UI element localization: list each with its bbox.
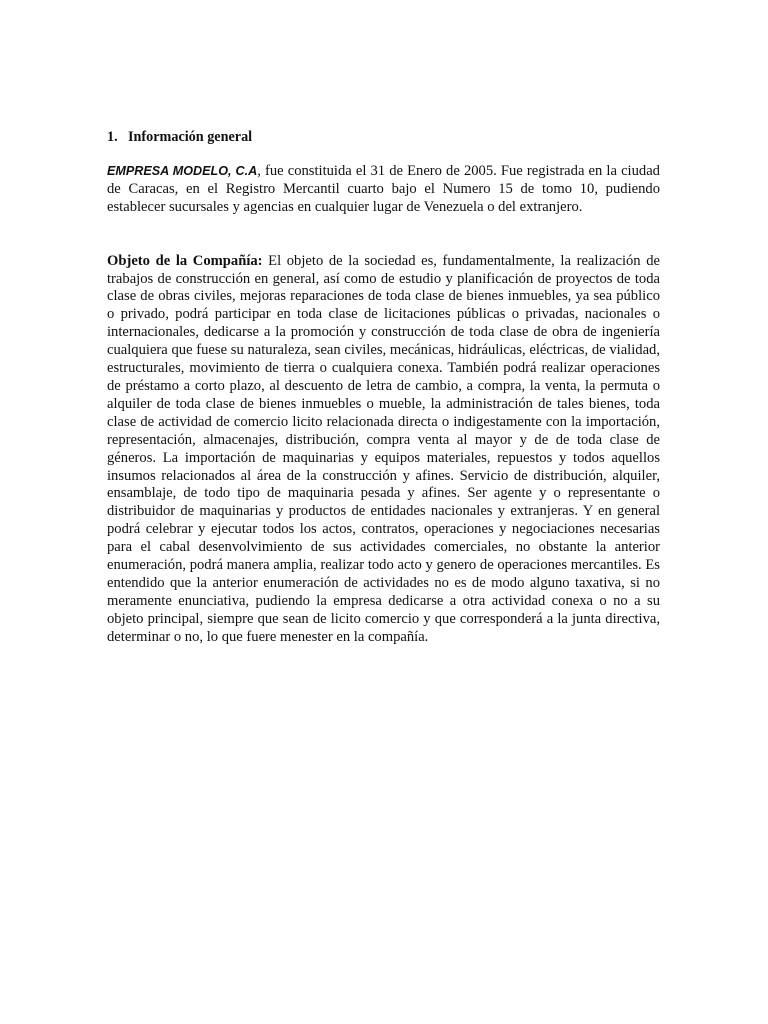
objeto-text: El objeto de la sociedad es, fundamentalmente, la realización de trabajos de construcción en general, así como de estudio y planificación de proyectos de toda clase de obras civiles, mejoras reparaciones de toda clase de bienes inmuebles, ya sea público o privado, podrá participar en toda clase de licitaciones públicas o privadas, nacionales o internacionales, dedicarse a la promoción y construcción de toda clase de obra de ingeniería cualquiera que fuese su naturaleza, sean civiles, mecánicas, hidráulicas, eléctricas, de vialidad, estructurales, movimiento de tierra o cualquiera conexa. También podrá realizar operaciones de préstamo a corto plazo, al descuento de letra de cambio, a compra, la venta, la permuta o alquiler de toda clase de bienes inmuebles o mueble, la administración de tales bienes, toda clase de actividad de comercio licito relacionada directa o indigestamente con la importación, representación, almacenajes, distribución, compra venta al mayor y de de toda clase de géneros. La importación de maquinarias y equipos materiales, repuestos y todos aquellos insumos relacionados al área de la construcción y afines. Servicio de distribución, alquiler, ensamblaje, de todo tipo de maquinaria pesada y afines. Ser agente y o representante o distribuidor de maquinarias y productos de entidades nacionales y extranjeras. Y en general podrá celebrar y ejecutar todos los actos, contratos, operaciones y negociaciones necesarias para el cabal desenvolvimiento de sus actividades comerciales, no obstante la anterior enumeración, podrá manera amplia, realizar todo acto y genero de operaciones mercantiles. Es entendido que la anterior enumeración de actividades no es de modo alguno taxativa, si no meramente enunciativa, pudiendo la empresa dedicarse a otra actividad conexa o no a su objeto principal, siempre que sean de licito comercio y que corresponderá a la junta directiva, determinar o no, lo que fuere menester en la compañía. [107,252,660,645]
objeto-label: Objeto de la Compañía: [107,252,263,269]
document-body [107,129,660,647]
section-number: 1. [107,129,118,145]
company-name: EMPRESA MODELO, C.A [107,163,258,178]
intro-text: , fue constituida el 31 de Enero de 2005. Fue registrada en la ciudad de Caracas, en el Registro Mercantil cuarto bajo el Numero 15 de tomo 10, pudiendo establecer sucursales y agencias en cualquier lugar de Venezuela o del extranjero. [107,162,660,215]
objeto-paragraph [107,253,660,647]
section-heading [107,129,660,147]
intro-paragraph [107,163,660,217]
section-title: Información general [128,129,253,145]
